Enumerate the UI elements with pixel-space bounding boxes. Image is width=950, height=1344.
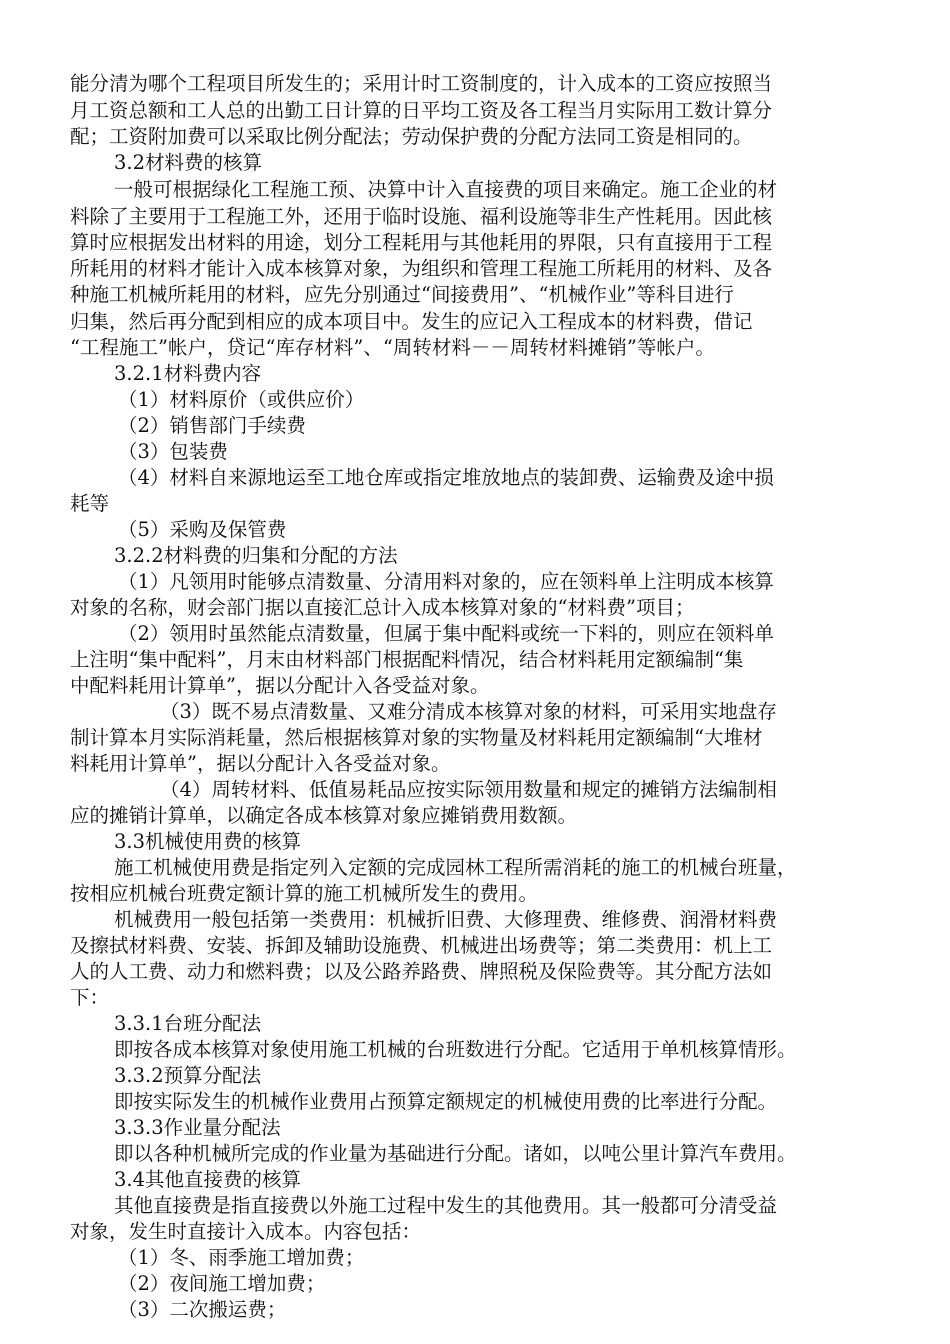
text-line: 中配料耗用计算单”，据以分配计入各受益对象。 bbox=[70, 674, 490, 697]
section-heading: 3.2材料费的核算 bbox=[114, 151, 263, 174]
text-line: 下： bbox=[70, 986, 110, 1009]
text-line: 上注明“集中配料”，月末由材料部门根据配料情况，结合材料耗用定额编制“集 bbox=[70, 648, 744, 671]
list-item: （1）材料原价（或供应价） bbox=[118, 388, 365, 411]
text-line: 所耗用的材料才能计入成本核算对象，为组织和管理工程施工所耗用的材料、及各 bbox=[70, 257, 773, 280]
text-line: 即按各成本核算对象使用施工机械的台班数进行分配。它适用于单机核算情形。 bbox=[114, 1038, 797, 1061]
text-line: 料耗用计算单”，据以分配计入各受益对象。 bbox=[70, 752, 451, 775]
section-heading: 3.3机械使用费的核算 bbox=[114, 830, 302, 853]
list-item: （2）领用时虽然能点清数量，但属于集中配料或统一下料的，则应在领料单 bbox=[118, 622, 774, 645]
list-item: （3）二次搬运费； bbox=[118, 1298, 287, 1321]
list-item: （2）销售部门手续费 bbox=[118, 414, 306, 437]
text-line: 人的人工费、动力和燃料费；以及公路养路费、牌照税及保险费等。其分配方法如 bbox=[70, 960, 773, 983]
text-line: 即以各种机械所完成的作业量为基础进行分配。诸如，以吨公里计算汽车费用。 bbox=[114, 1142, 797, 1165]
text-line: 其他直接费是指直接费以外施工过程中发生的其他费用。其一般都可分清受益 bbox=[114, 1194, 778, 1217]
text-line: 对象的名称，财会部门据以直接汇总计入成本核算对象的“材料费”项目； bbox=[70, 596, 695, 619]
text-line: 按相应机械台班费定额计算的施工机械所发生的费用。 bbox=[70, 882, 539, 905]
subsection-heading: 3.3.3作业量分配法 bbox=[114, 1116, 281, 1139]
subsection-heading: 3.3.2预算分配法 bbox=[114, 1064, 262, 1087]
subsection-heading: 3.3.1台班分配法 bbox=[114, 1012, 262, 1035]
text-line: 一般可根据绿化工程施工预、决算中计入直接费的项目来确定。施工企业的材 bbox=[114, 178, 778, 201]
text-line: 即按实际发生的机械作业费用占预算定额规定的机械使用费的比率进行分配。 bbox=[114, 1090, 778, 1113]
text-line: “工程施工”帐户，贷记“库存材料”、“周转材料－－周转材料摊销”等帐户。 bbox=[70, 336, 715, 359]
text-line: 对象，发生时直接计入成本。内容包括： bbox=[70, 1220, 422, 1243]
text-line: 能分清为哪个工程项目所发生的；采用计时工资制度的，计入成本的工资应按照当 bbox=[70, 72, 773, 95]
list-item: （4）材料自来源地运至工地仓库或指定堆放地点的装卸费、运输费及途中损 bbox=[118, 466, 774, 489]
text-line: 归集，然后再分配到相应的成本项目中。发生的应记入工程成本的材料费，借记 bbox=[70, 310, 753, 333]
text-line: 月工资总额和工人总的出勤工日计算的日平均工资及各工程当月实际用工数计算分 bbox=[70, 99, 773, 122]
list-item: （2）夜间施工增加费； bbox=[118, 1272, 326, 1295]
text-line: 及擦拭材料费、安装、拆卸及辅助设施费、机械进出场费等；第二类费用：机上工 bbox=[70, 934, 773, 957]
list-item: （5）采购及保管费 bbox=[118, 518, 287, 541]
subsection-heading: 3.2.2材料费的归集和分配的方法 bbox=[114, 544, 398, 567]
text-line: 种施工机械所耗用的材料，应先分别通过“间接费用”、“机械作业”等科目进行 bbox=[70, 283, 734, 306]
list-item: （4）周转材料、低值易耗品应按实际领用数量和规定的摊销方法编制相 bbox=[160, 778, 777, 801]
text-line: 配；工资附加费可以采取比例分配法；劳动保护费的分配方法同工资是相同的。 bbox=[70, 125, 753, 148]
text-line: 耗等 bbox=[70, 492, 110, 515]
list-item: （1）冬、雨季施工增加费； bbox=[118, 1246, 365, 1269]
text-line: 制计算本月实际消耗量，然后根据核算对象的实物量及材料耗用定额编制“大堆材 bbox=[70, 726, 763, 749]
text-line: 应的摊销计算单，以确定各成本核算对象应摊销费用数额。 bbox=[70, 804, 578, 827]
text-line: 机械费用一般包括第一类费用：机械折旧费、大修理费、维修费、润滑材料费 bbox=[114, 908, 778, 931]
text-line: 算时应根据发出材料的用途，划分工程耗用与其他耗用的界限，只有直接用于工程 bbox=[70, 231, 773, 254]
list-item: （1）凡领用时能够点清数量、分清用料对象的，应在领料单上注明成本核算 bbox=[118, 570, 774, 593]
section-heading: 3.4其他直接费的核算 bbox=[114, 1168, 302, 1191]
subsection-heading: 3.2.1材料费内容 bbox=[114, 362, 262, 385]
list-item: （3）包装费 bbox=[118, 440, 228, 463]
list-item: （3）既不易点清数量、又难分清成本核算对象的材料，可采用实地盘存 bbox=[160, 700, 777, 723]
text-line: 施工机械使用费是指定列入定额的完成园林工程所需消耗的施工的机械台班量， bbox=[114, 856, 797, 879]
text-line: 料除了主要用于工程施工外，还用于临时设施、福利设施等非生产性耗用。因此核 bbox=[70, 205, 773, 228]
